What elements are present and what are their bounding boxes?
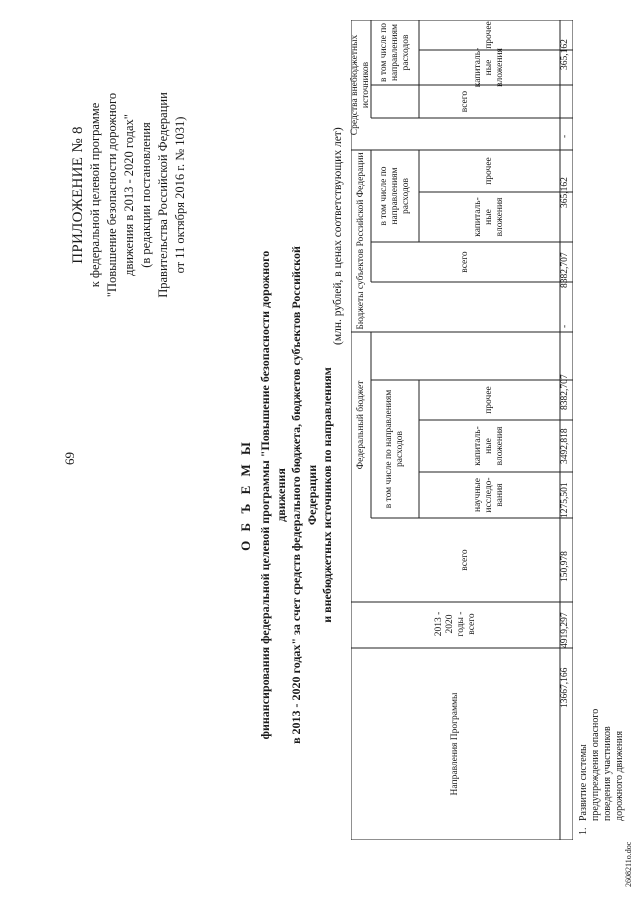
document-subtitle-line: в 2013 - 2020 годах" за счет средств федерального бюджета, бюджетов субъектов Российской Федерации [289, 246, 319, 744]
header-extra-other: прочее [484, 21, 494, 49]
file-name: 2608211o.doc [624, 841, 633, 887]
header-federal-including: в том числе по направлениям расходов [384, 389, 405, 509]
header-federal-capital: капиталь- ные вложения [473, 426, 505, 466]
header-subjects-other: прочее [484, 157, 494, 185]
header-federal-total: всего [460, 549, 470, 571]
cell-subjects-capital: - [560, 324, 570, 328]
page-number: 69 [62, 452, 77, 465]
appendix-title: ПРИЛОЖЕНИЕ № 8 [70, 126, 86, 264]
header-extra-budget: Средства внебюджетных источников [350, 34, 371, 136]
appendix-line: от 11 октября 2016 г. № 1031) [173, 116, 187, 274]
header-extra-capital: капиталь- ные вложения [473, 47, 505, 88]
header-subjects-capital: капиталь- ные вложения [473, 197, 505, 237]
cell-federal-capital: 1275,501 [560, 482, 570, 518]
document-subtitle-line: финансирования федеральной целевой программы "Повышение безопасности дорожного движения [258, 250, 288, 740]
appendix-line: движения в 2013 - 2020 годах" [122, 114, 136, 276]
cell-extra-other: 365,162 [560, 39, 570, 70]
appendix-block [70, 25, 189, 365]
cell-subjects-other: 8382,707 [560, 252, 570, 288]
appendix-line: (в редакции постановления [139, 122, 153, 268]
cell-extra-capital: - [560, 134, 570, 138]
header-research: научные исследо- вания [473, 477, 505, 513]
cell-subjects-total: 8382,707 [560, 374, 570, 410]
row-direction-text: Развитие системы предупреждения опасного поведения участников дорожного движения [578, 708, 625, 821]
row-number: 1. [578, 827, 589, 835]
header-extra-total: всего [460, 90, 470, 113]
cell-total-years: 13667,166 [560, 667, 570, 708]
appendix-line: к федеральной целевой программе [88, 102, 102, 288]
cell-research: 150,978 [560, 551, 570, 582]
header-direction: Направления Программы [450, 692, 460, 796]
header-subjects-including: в том числе по направлениям расходов [378, 166, 411, 226]
header-federal-other: прочее [484, 386, 494, 414]
document-heading: О Б Ъ Е М Ы [238, 439, 253, 551]
header-subjects-total: всего [460, 251, 470, 273]
document-subtitle-line: и внебюджетных источников по направлениям [320, 367, 334, 623]
header-extra-including: в том числе по направлениям расходов [378, 22, 411, 83]
cell-federal-total: 4919,297 [560, 612, 570, 648]
header-subjects-budget: Бюджеты субъектов Российской Федерации [355, 152, 366, 330]
header-federal-budget: Федеральный бюджет [355, 380, 366, 470]
document-title [238, 235, 336, 755]
units-note: (млн. рублей, в ценах соответствующих лет) [332, 127, 344, 345]
appendix-line: "Повышение безопасности дорожного [105, 92, 119, 298]
financing-table [351, 20, 573, 840]
cell-extra-total: 365,162 [560, 177, 570, 208]
header-total-years: 2013 - 2020 годы - всего [434, 611, 477, 637]
cell-federal-other: 3492,818 [560, 428, 570, 464]
appendix-line: Правительства Российской Федерации [156, 92, 170, 298]
